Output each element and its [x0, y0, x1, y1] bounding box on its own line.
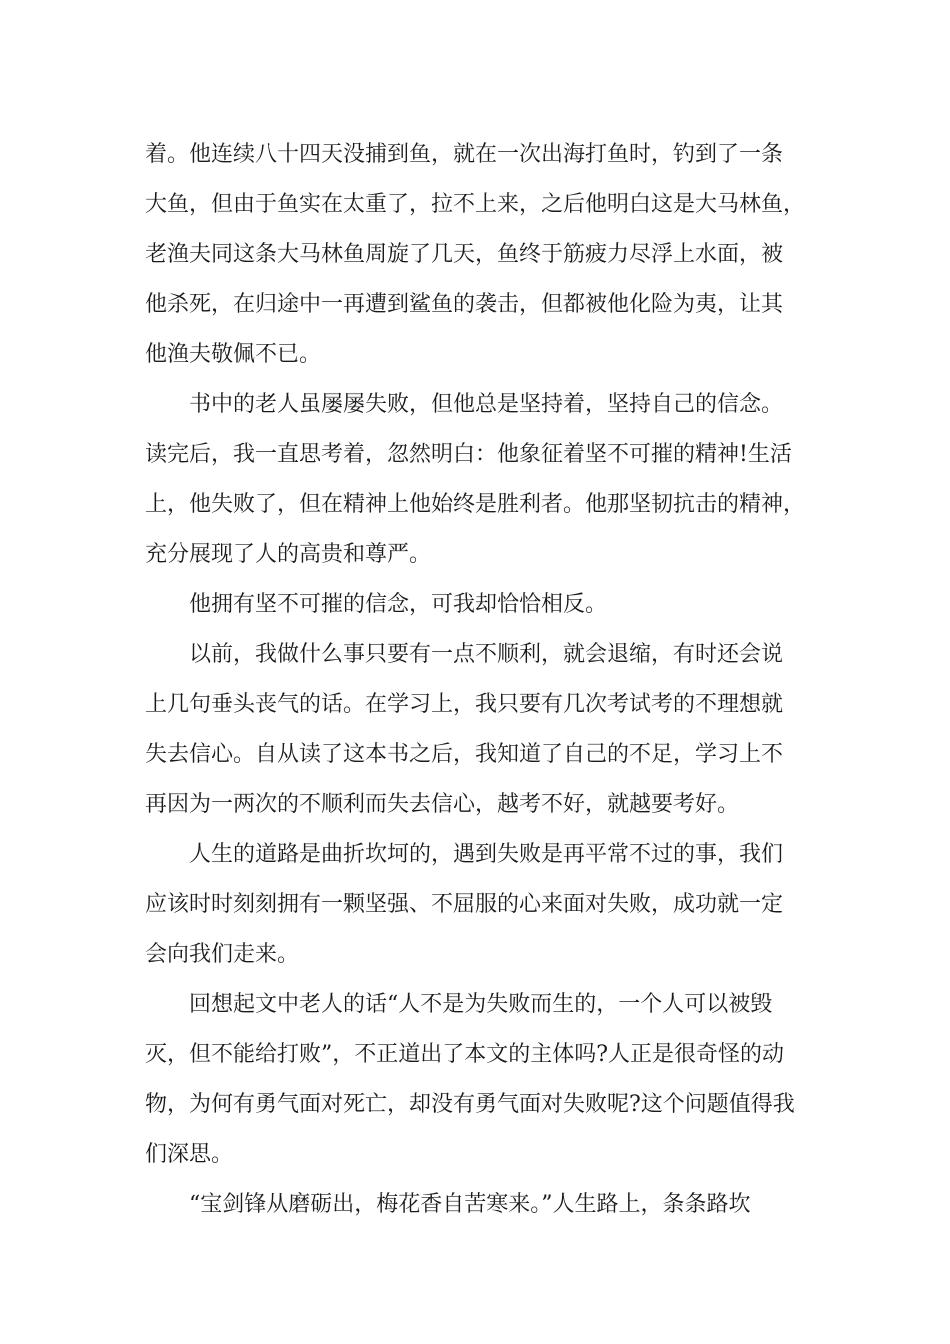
- text-line: 着。他连续八十四天没捕到鱼，就在一次出海打鱼时，钓到了一条: [145, 142, 784, 167]
- text-line: 会向我们走来。: [145, 942, 300, 967]
- text-line: 他渔夫敬佩不已。: [145, 342, 322, 367]
- text-line: 读完后，我一直思考着，忽然明白：他象征着坚不可摧的精神!生活: [145, 442, 792, 467]
- text-line: “宝剑锋从磨砺出，梅花香自苦寒来。”人生路上，条条路坎: [145, 1192, 751, 1217]
- text-line: 回想起文中老人的话“人不是为失败而生的，一个人可以被毁: [145, 992, 773, 1017]
- text-line: 们深思。: [145, 1142, 234, 1167]
- text-line: 灭，但不能给打败”，不正道出了本文的主体吗?人正是很奇怪的动: [145, 1042, 785, 1067]
- text-line: 物，为何有勇气面对死亡，却没有勇气面对失败呢?这个问题值得我: [145, 1092, 795, 1117]
- text-line: 充分展现了人的高贵和尊严。: [145, 542, 432, 567]
- text-line: 应该时时刻刻拥有一颗坚强、不屈服的心来面对失败，成功就一定: [145, 892, 784, 917]
- text-line: 上几句垂头丧气的话。在学习上，我只要有几次考试考的不理想就: [145, 692, 784, 717]
- text-line: 失去信心。自从读了这本书之后，我知道了自己的不足，学习上不: [145, 742, 784, 767]
- text-line: 老渔夫同这条大马林鱼周旋了几天，鱼终于筋疲力尽浮上水面，被: [145, 242, 784, 267]
- text-line: 书中的老人虽屡屡失败，但他总是坚持着，坚持自己的信念。: [145, 392, 784, 417]
- text-line: 再因为一两次的不顺利而失去信心，越考不好，就越要考好。: [145, 792, 740, 817]
- text-line: 他杀死，在归途中一再遭到鲨鱼的袭击，但都被他化险为夷，让其: [145, 292, 784, 317]
- text-line: 人生的道路是曲折坎坷的，遇到失败是再平常不过的事，我们: [145, 842, 784, 867]
- text-line: 上，他失败了，但在精神上他始终是胜利者。他那坚韧抗击的精神，: [145, 492, 806, 517]
- text-line: 他拥有坚不可摧的信念，可我却恰恰相反。: [145, 592, 608, 617]
- essay-body: [145, 130, 825, 1230]
- text-line: 以前，我做什么事只要有一点不顺利，就会退缩，有时还会说: [145, 642, 784, 667]
- text-line: 大鱼，但由于鱼实在太重了，拉不上来，之后他明白这是大马林鱼，: [145, 192, 806, 217]
